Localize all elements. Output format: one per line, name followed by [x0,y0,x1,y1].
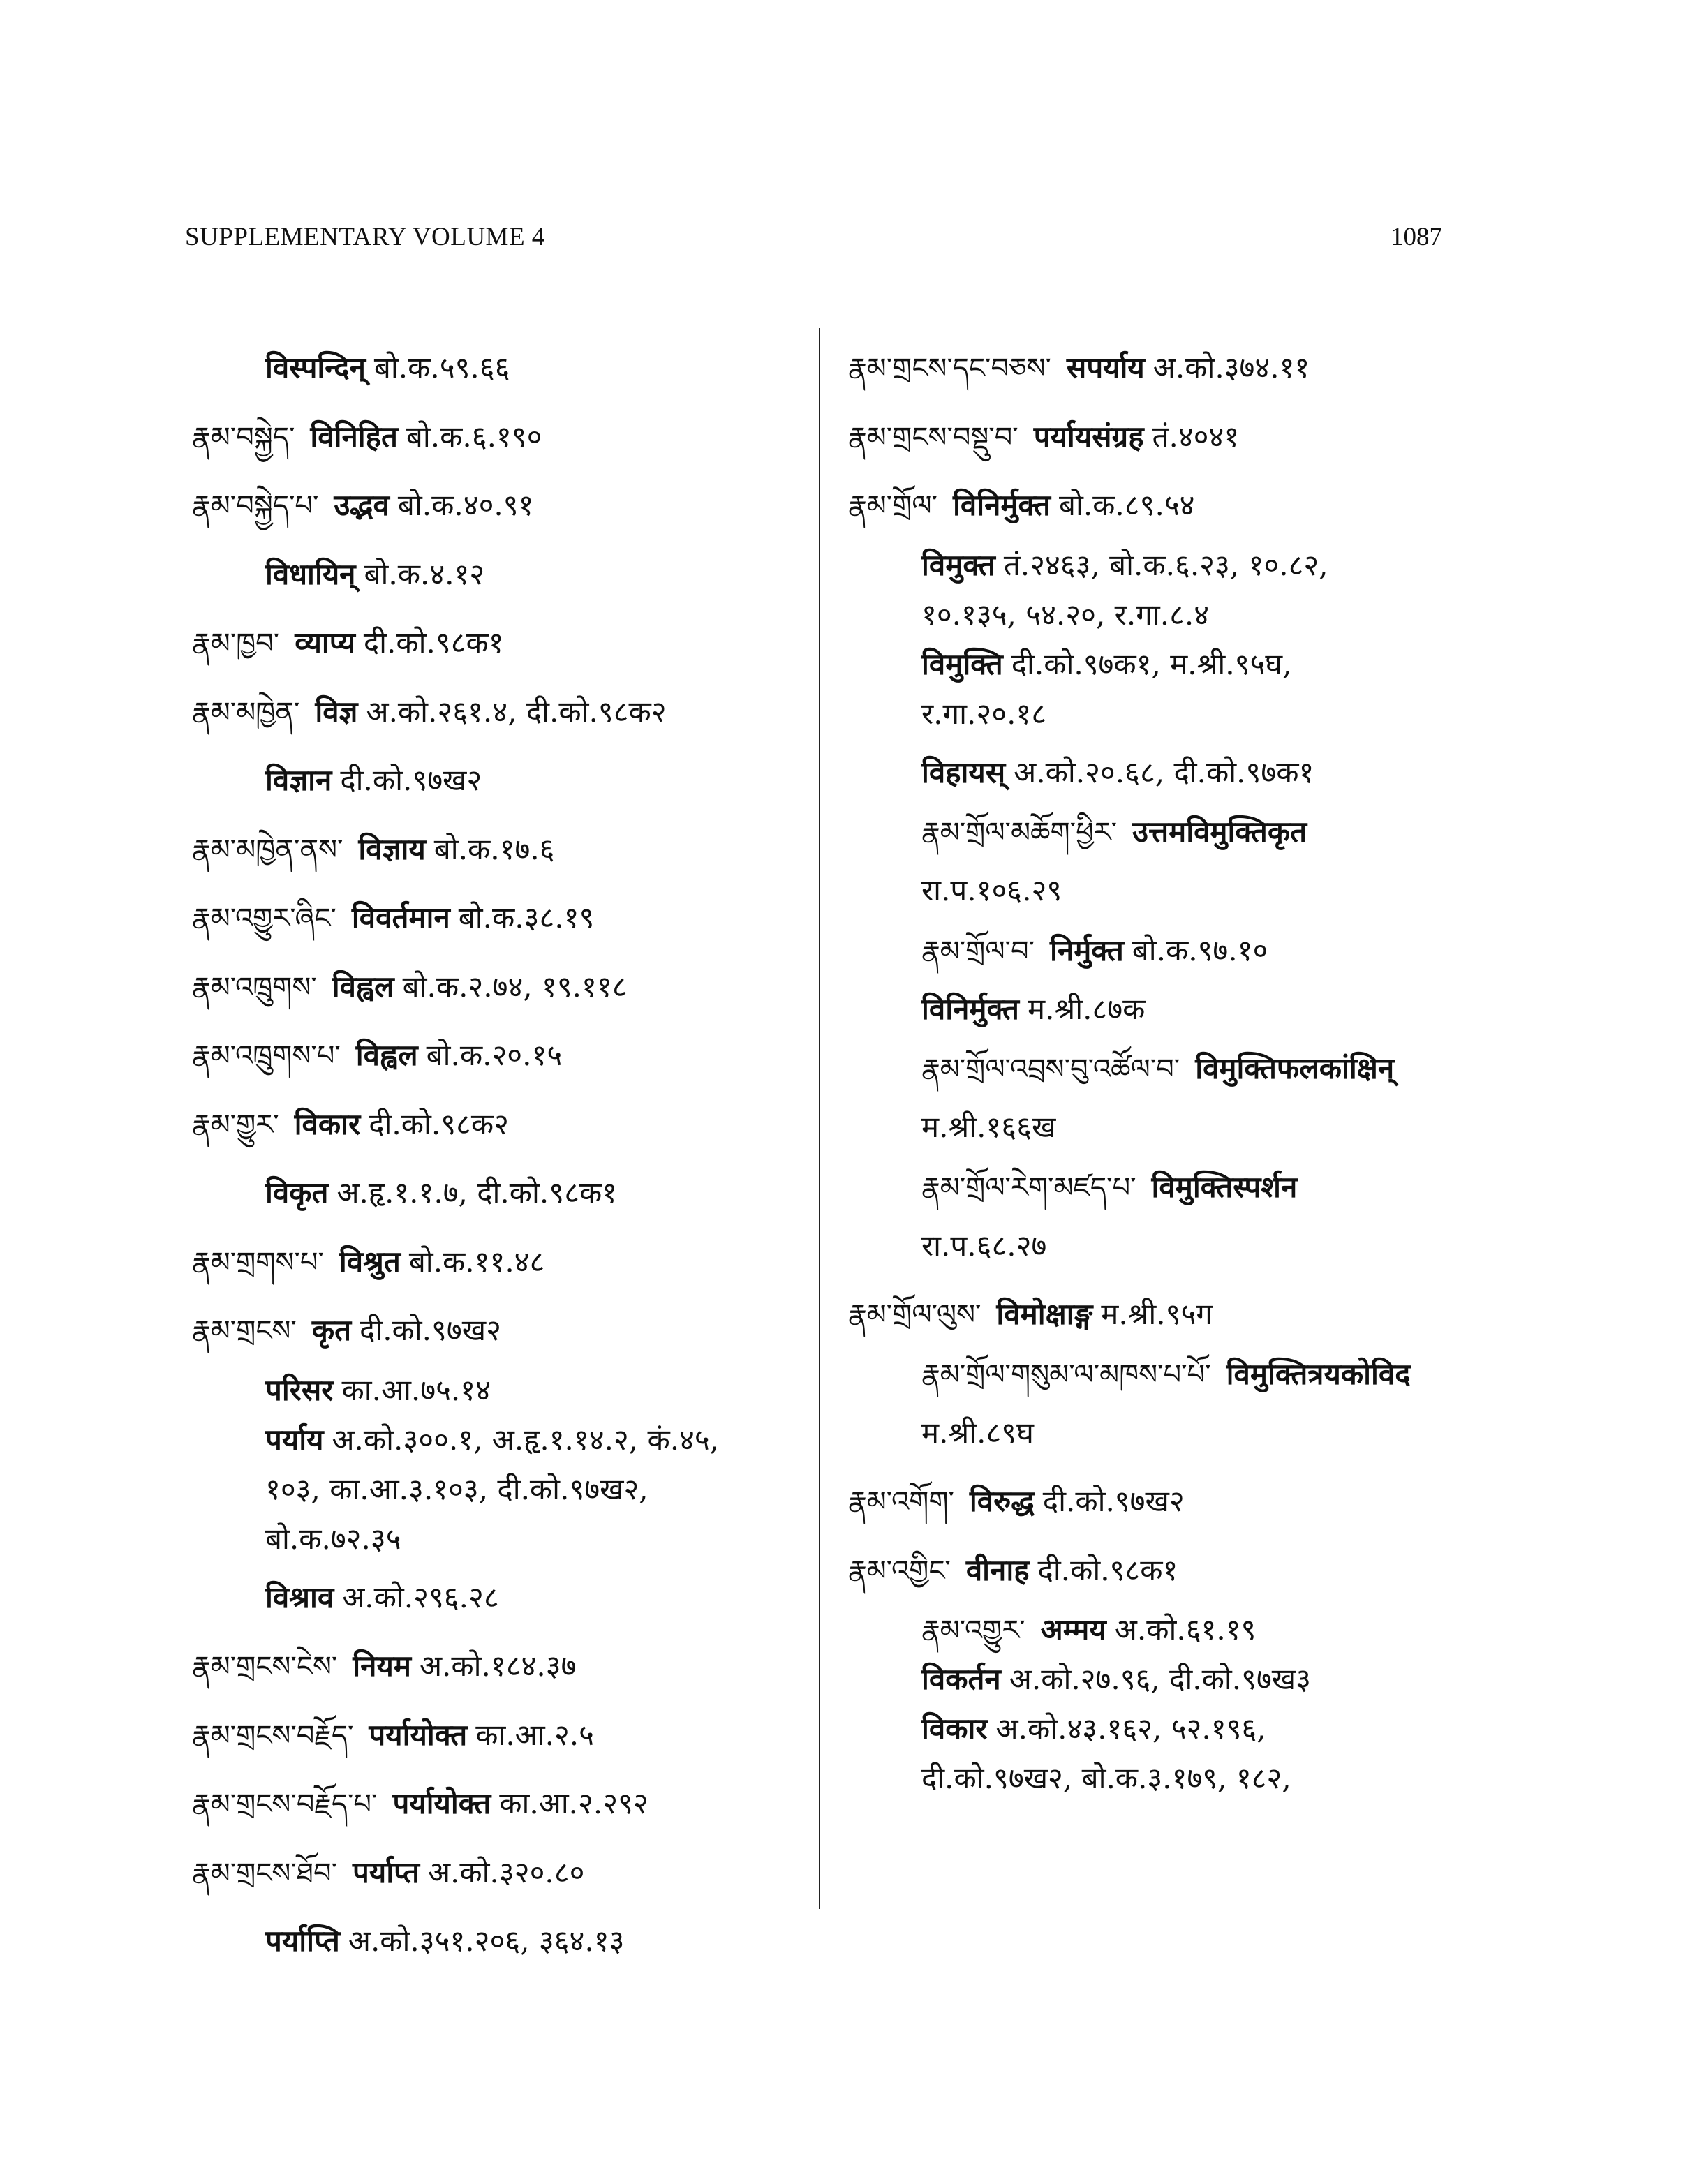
source-reference: दी.को.९८क१ [1037,1552,1178,1587]
sanskrit-equivalent: विनिहित [310,419,398,454]
source-reference: १०.१३५, ५४.२०, र.गा.८.४ [921,597,1210,632]
dictionary-entry [848,1467,1462,1536]
sanskrit-equivalent: व्याप्य [295,625,355,660]
source-reference: दी.को.९७ख२, बो.क.३.१७९, १८२, [921,1761,1291,1795]
tibetan-headword: རྣམ་གྲོལ་གསུམ་ལ་མཁས་པ་པོ་ [921,1358,1211,1391]
sanskrit-equivalent: विकृत [265,1175,329,1210]
column-divider [819,328,820,1909]
tibetan-headword: རྣམ་འགོག་ [848,1486,954,1518]
dictionary-entry [848,639,1462,689]
tibetan-headword: རྣམ་གྲོལ་མཆོག་ཕྱིར་ [921,817,1118,849]
source-reference: बो.क.५९.६६ [373,350,510,385]
source-reference: अ.को.२६१.४, दी.को.९८क२ [366,694,667,729]
dictionary-entry [848,975,1462,1044]
source-reference: म.श्री.१६६ख [921,1110,1056,1144]
source-reference: रा.प.६८.२७ [921,1228,1047,1263]
dictionary-entry [848,926,1462,975]
sanskrit-equivalent: परिसर [265,1372,334,1407]
tibetan-headword: རྣམ་གྲངས་ཐོབ་ [192,1857,337,1889]
source-reference: अ.को.३००.१, अ.हृ.१.१४.२, कं.४५, [332,1422,720,1457]
source-reference: दी.को.९७ख२ [340,763,482,797]
dictionary-entry [192,334,806,403]
dictionary-entry [848,1349,1462,1399]
dictionary-entry [192,815,806,884]
tibetan-headword: རྣམ་མཁྱེན་ནས་ [192,833,343,866]
sanskrit-equivalent: विमुक्ति [921,646,1003,681]
tibetan-headword: རྣམ་མཁྱེན་ [192,696,300,729]
dictionary-entry [848,403,1462,472]
sanskrit-equivalent: विश्राव [265,1580,334,1614]
source-reference: बो.क.४.१२ [364,556,485,591]
sanskrit-equivalent: विह्वल [332,969,394,1004]
dictionary-entry [192,746,806,815]
dictionary-entry [192,609,806,678]
dictionary-entry [192,403,806,472]
dictionary-entry [192,1563,806,1633]
dictionary-entry [848,1093,1462,1162]
tibetan-headword: རྣམ་གྱུར་ [192,1108,279,1141]
sanskrit-equivalent: अम्मय [1040,1612,1106,1647]
source-reference: दी.को.९८क२ [369,1106,509,1141]
sanskrit-equivalent: विज्ञ [315,694,358,729]
dictionary-entry [848,1654,1462,1704]
source-reference: बो.क.६.१९० [406,419,542,454]
tibetan-headword: རྣམ་གྲོལ་ལུས་ [848,1299,981,1331]
dictionary-entry [192,1296,806,1365]
tibetan-headword: རྣམ་གྲོལ་འབྲས་བུ་འཚོལ་བ་ [921,1053,1180,1085]
sanskrit-equivalent: विहायस् [921,755,1006,789]
dictionary-entry [192,1514,806,1563]
source-reference: बो.क.२.७४, १९.११८ [402,969,628,1004]
source-reference: बो.क.३८.१९ [458,900,595,935]
dictionary-entry [192,1415,806,1464]
sanskrit-equivalent: विकार [921,1711,988,1746]
dictionary-entry [192,884,806,953]
dictionary-entry [192,1769,806,1838]
dictionary-entry [848,1704,1462,1753]
sanskrit-equivalent: पर्याप्ति [265,1924,340,1958]
source-reference: १०३, का.आ.३.१०३, दी.को.९७ख२, [265,1471,648,1506]
tibetan-headword: རྣམ་གྲངས་བརྗོད་ [192,1719,354,1752]
source-reference: अ.को.२९६.२८ [342,1580,499,1614]
sanskrit-equivalent: पर्यायोक्त [392,1786,491,1820]
dictionary-entry [848,334,1462,403]
source-reference: बो.क.११.४८ [408,1244,545,1279]
source-reference: म.श्री.८७क [1028,991,1146,1026]
tibetan-headword: རྣམ་ཁྱབ་ [192,627,280,660]
source-reference: म.श्री.९५ग [1101,1297,1213,1331]
source-reference: अ.हृ.१.१.७, दी.को.९८क१ [336,1175,618,1210]
dictionary-entry [192,1464,806,1514]
dictionary-entry [192,1907,806,1976]
sanskrit-equivalent: नियम [353,1649,411,1683]
left-column [192,334,806,1976]
tibetan-headword: རྣམ་གྲོལ་ [848,490,937,522]
sanskrit-equivalent: विमुक्तिफलकांक्षिन् [1195,1051,1395,1085]
source-reference: अ.को.२७.९६, दी.को.९७ख३ [1009,1662,1311,1696]
source-reference: का.आ.२.५ [475,1717,594,1752]
source-reference: अ.को.१८४.३७ [419,1649,577,1683]
source-reference: बो.क.२०.१५ [426,1038,563,1072]
tibetan-headword: རྣམ་གྲངས་ངེས་ [192,1651,338,1683]
sanskrit-equivalent: पर्यायोक्त [369,1717,468,1752]
source-reference: अ.को.४३.१६२, ५२.१९६, [995,1711,1266,1746]
sanskrit-equivalent: विनिर्मुक्त [921,991,1019,1026]
sanskrit-equivalent: पर्यायसंग्रह [1033,419,1144,454]
sanskrit-equivalent: उद्भव [334,488,390,522]
sanskrit-equivalent: वीनाह [965,1552,1030,1587]
source-reference: म.श्री.८९घ [921,1415,1034,1450]
tibetan-headword: རྣམ་གྲངས་བརྗོད་པ་ [192,1788,378,1820]
sanskrit-equivalent: विवर्तमान [351,900,450,935]
dictionary-entry [848,689,1462,738]
sanskrit-equivalent: विज्ञाय [358,831,426,866]
sanskrit-equivalent: निर्मुक्त [1050,933,1124,967]
source-reference: बो.क.९७.१० [1132,933,1268,967]
sanskrit-equivalent: विनिर्मुक्त [952,488,1051,522]
dictionary-entry [848,1536,1462,1605]
dictionary-entry [848,540,1462,590]
tibetan-headword: རྣམ་བསྐྱེད་པ་ [192,490,319,522]
source-reference: दी.को.९८क१ [363,625,504,660]
source-reference: तं.२४६३, बो.क.६.२३, १०.८२, [1003,547,1328,582]
sanskrit-equivalent: विह्वल [355,1038,418,1072]
sanskrit-equivalent: सपर्याय [1066,350,1145,385]
tibetan-headword: རྣམ་གྲོལ་བ་ [921,935,1035,967]
tibetan-headword: རྣམ་གྲངས་དང་བཅས་ [848,352,1051,385]
source-reference: बो.क.१७.६ [433,831,555,866]
source-reference: अ.को.६१.१९ [1114,1612,1257,1647]
sanskrit-equivalent: पर्याय [265,1422,324,1457]
tibetan-headword: རྣམ་གྲངས་ [192,1315,297,1347]
sanskrit-equivalent: विमुक्त [921,547,995,582]
tibetan-headword: རྣམ་འཁྲུགས་ [192,971,317,1004]
dictionary-entry [192,1159,806,1228]
source-reference: दी.को.९७ख२ [360,1313,501,1347]
tibetan-headword: རྣམ་འགྱུར་ཞིང་ [192,902,336,935]
sanskrit-equivalent: विस्पन्दिन् [265,350,366,385]
source-reference: दी.को.९७ख२ [1042,1484,1185,1518]
tibetan-headword: རྣམ་འགྱིང་ [848,1554,951,1587]
source-reference: रा.प.१०६.२९ [921,873,1062,907]
source-reference: अ.को.२०.६८, दी.को.९७क१ [1014,755,1314,789]
source-reference: का.आ.७५.१४ [341,1372,491,1407]
dictionary-entry [192,1228,806,1297]
dictionary-entry [192,1632,806,1701]
dictionary-entry [848,1043,1462,1093]
sanskrit-equivalent: विधायिन् [265,556,356,591]
sanskrit-equivalent: विमुक्तिस्पर्शन [1151,1169,1298,1204]
sanskrit-equivalent: पर्याप्त [353,1855,420,1889]
dictionary-entry [848,1399,1462,1468]
sanskrit-equivalent: कृत [311,1313,352,1347]
dictionary-entry [848,1605,1462,1654]
tibetan-headword: རྣམ་འགྱུར་ [921,1614,1025,1647]
tibetan-headword: རྣམ་འཁྲུགས་པ་ [192,1040,341,1072]
page-number: 1087 [1391,223,1442,251]
right-column [848,334,1462,1803]
dictionary-entry [848,1280,1462,1349]
source-reference: बो.क.८९.५४ [1058,488,1195,522]
source-reference: अ.को.३७४.११ [1152,350,1310,385]
sanskrit-equivalent: विश्रुत [339,1244,401,1279]
tibetan-headword: རྣམ་བསྐྱེད་ [192,421,295,454]
dictionary-entry [192,540,806,609]
source-reference: बो.क.७२.३५ [265,1521,401,1556]
source-reference: का.आ.२.२९२ [499,1786,648,1820]
sanskrit-equivalent: विकर्तन [921,1662,1001,1696]
source-reference: तं.४०४१ [1152,419,1240,454]
dictionary-entry [848,807,1462,856]
running-title: SUPPLEMENTARY VOLUME 4 [185,223,545,251]
dictionary-entry [192,1090,806,1159]
dictionary-entry [848,856,1462,926]
source-reference: र.गा.२०.१८ [921,696,1047,731]
dictionary-entry [848,1753,1462,1803]
dictionary-entry [192,1021,806,1090]
sanskrit-equivalent: उत्तमविमुक्तिकृत [1132,815,1307,849]
source-reference: अ.को.३२०.८० [427,1855,585,1889]
dictionary-entry [192,1701,806,1770]
sanskrit-equivalent: विज्ञान [265,763,332,797]
sanskrit-equivalent: विमुक्तित्रयकोविद [1226,1356,1411,1391]
source-reference: दी.को.९७क१, म.श्री.९५घ, [1011,646,1292,681]
sanskrit-equivalent: विमोक्षाङ्ग [996,1297,1093,1331]
dictionary-entry [192,678,806,747]
dictionary-entry [192,1365,806,1415]
tibetan-headword: རྣམ་གྲོལ་རེག་མཛད་པ་ [921,1171,1136,1204]
source-reference: अ.को.३५१.२०६, ३६४.१३ [348,1924,625,1958]
dictionary-entry [848,590,1462,639]
sanskrit-equivalent: विकार [294,1106,361,1141]
dictionary-entry [192,953,806,1022]
dictionary-entry [848,471,1462,540]
dictionary-entry [848,1162,1462,1212]
source-reference: बो.क.४०.९१ [397,488,534,522]
tibetan-headword: རྣམ་གྲགས་པ་ [192,1246,324,1279]
dictionary-entry [192,471,806,540]
dictionary-entry [192,1838,806,1908]
sanskrit-equivalent: विरुद्ध [969,1484,1035,1518]
dictionary-entry [848,738,1462,808]
dictionary-entry [848,1212,1462,1281]
tibetan-headword: རྣམ་གྲངས་བསྡུ་བ་ [848,421,1018,454]
